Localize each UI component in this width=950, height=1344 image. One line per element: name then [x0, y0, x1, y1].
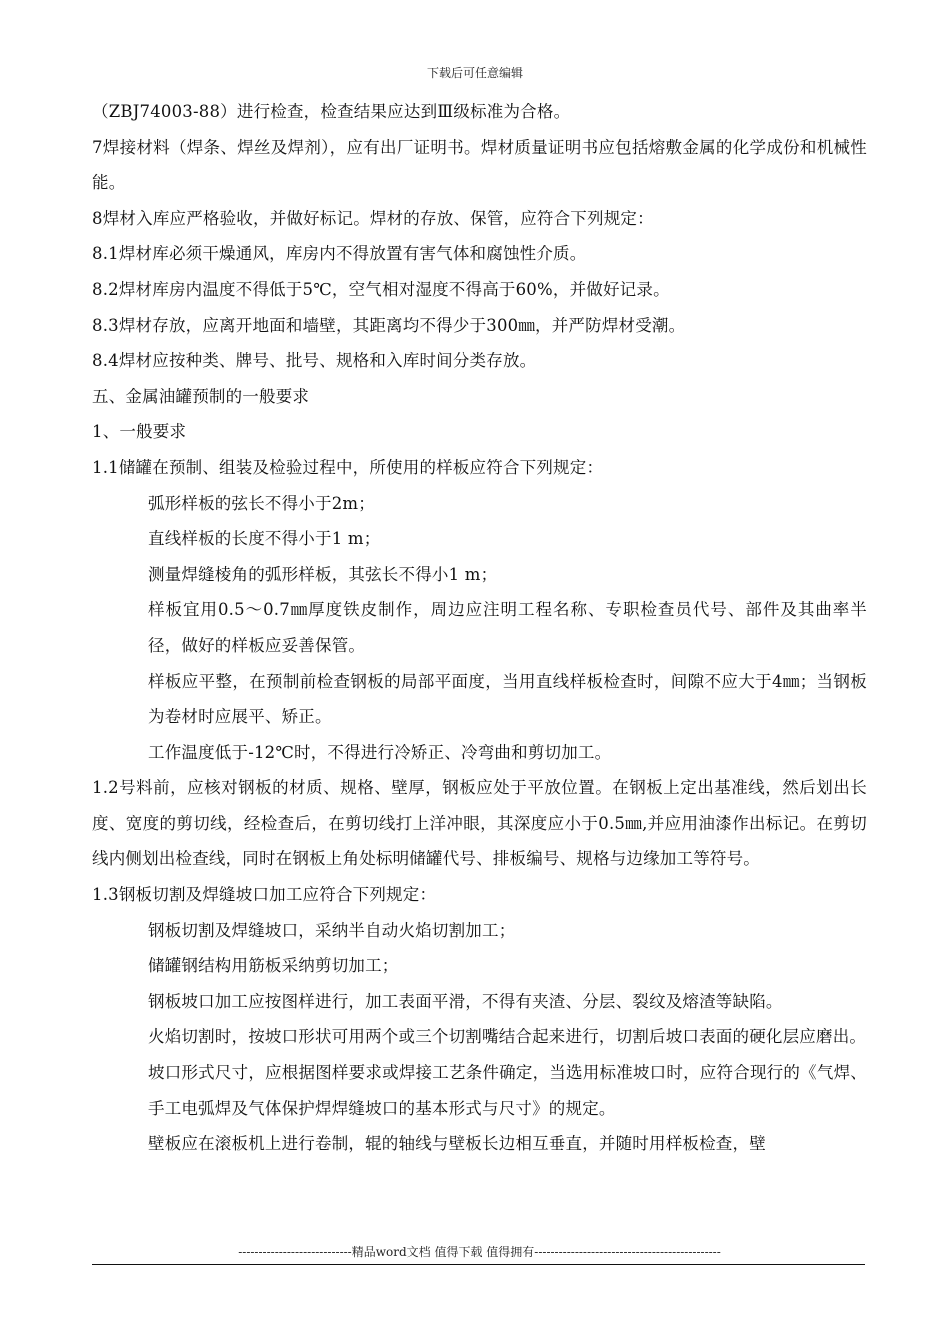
paragraph: 1.2号料前，应核对钢板的材质、规格、壁厚，钢板应处于平放位置。在钢板上定出基准线，然后划出长度、宽度的剪切线，经检查后，在剪切线打上洋冲眼，其深度应小于0.5㎜,并应用油漆作出标记。在剪切线内侧划出检查线，同时在钢板上角处标明储罐代号、排板编号、规格与边缘加工等符号。 — [92, 778, 867, 869]
section-heading: 五、金属油罐预制的一般要求 — [92, 386, 310, 406]
list-item: 钢板切割及焊缝坡口，采纳半自动火焰切割加工； — [148, 920, 516, 940]
paragraph: 7焊接材料（焊条、焊丝及焊剂），应有出厂证明书。焊材质量证明书应包括熔敷金属的化学成份和机械性能。 — [92, 137, 867, 193]
list-item: 钢板坡口加工应按图样进行，加工表面平滑，不得有夹渣、分层、裂纹及熔渣等缺陷。 — [148, 991, 783, 1011]
paragraph: 8.2焊材库房内温度不得低于5℃，空气相对湿度不得高于60%，并做好记录。 — [92, 279, 670, 299]
paragraph: 8.3焊材存放，应离开地面和墙壁，其距离均不得少于300㎜，并严防焊材受潮。 — [92, 315, 686, 335]
paragraph: 1.1储罐在预制、组装及检验过程中，所使用的样板应符合下列规定： — [92, 457, 604, 477]
paragraph: 8.1焊材库必须干燥通风，库房内不得放置有害气体和腐蚀性介质。 — [92, 244, 587, 264]
list-item: 坡口形式尺寸，应根据图样要求或焊接工艺条件确定，当选用标准坡口时，应符合现行的《气焊、手工电弧焊及气体保护焊焊缝坡口的基本形式与尺寸》的规定。 — [148, 1063, 867, 1118]
list-item: 储罐钢结构用筋板采纳剪切加工； — [148, 956, 399, 976]
list-item: 直线样板的长度不得小于1 m； — [148, 529, 381, 549]
list-item: 弧形样板的弦长不得小于2m； — [148, 493, 375, 513]
list-item: 测量焊缝棱角的弧形样板，其弦长不得小1 m； — [148, 564, 498, 584]
list-item: 工作温度低于-12℃时，不得进行冷矫正、冷弯曲和剪切加工。 — [148, 742, 612, 762]
document-body — [92, 94, 867, 1162]
page-footer: ----------------------------精品word文档 值得下载 值得拥有---------------------------------------------- — [238, 1245, 721, 1259]
paragraph: 1.3钢板切割及焊缝坡口加工应符合下列规定： — [92, 885, 437, 905]
list-item: 壁板应在滚板机上进行卷制，辊的轴线与壁板长边相互垂直，并随时用样板检查，壁 — [148, 1134, 766, 1154]
subsection-heading: 1、一般要求 — [92, 422, 187, 442]
list-item: 样板应平整，在预制前检查钢板的局部平面度，当用直线样板检查时，间隙不应大于4㎜；当钢板为卷材时应展平、矫正。 — [148, 671, 867, 727]
page-header: 下载后可任意编辑 — [426, 66, 523, 80]
paragraph: 8.4焊材应按种类、牌号、批号、规格和入库时间分类存放。 — [92, 351, 537, 371]
paragraph: （ZBJ74003-88）进行检查，检查结果应达到Ⅲ级标准为合格。 — [92, 102, 571, 121]
paragraph: 8焊材入库应严格验收，并做好标记。焊材的存放、保管，应符合下列规定： — [92, 208, 654, 228]
list-item: 火焰切割时，按坡口形状可用两个或三个切割嘴结合起来进行，切割后坡口表面的硬化层应磨出。 — [148, 1027, 867, 1047]
footer-divider — [92, 1264, 865, 1265]
list-item: 样板宜用0.5～0.7㎜厚度铁皮制作，周边应注明工程名称、专职检查员代号、部件及其曲率半径，做好的样板应妥善保管。 — [148, 600, 867, 655]
